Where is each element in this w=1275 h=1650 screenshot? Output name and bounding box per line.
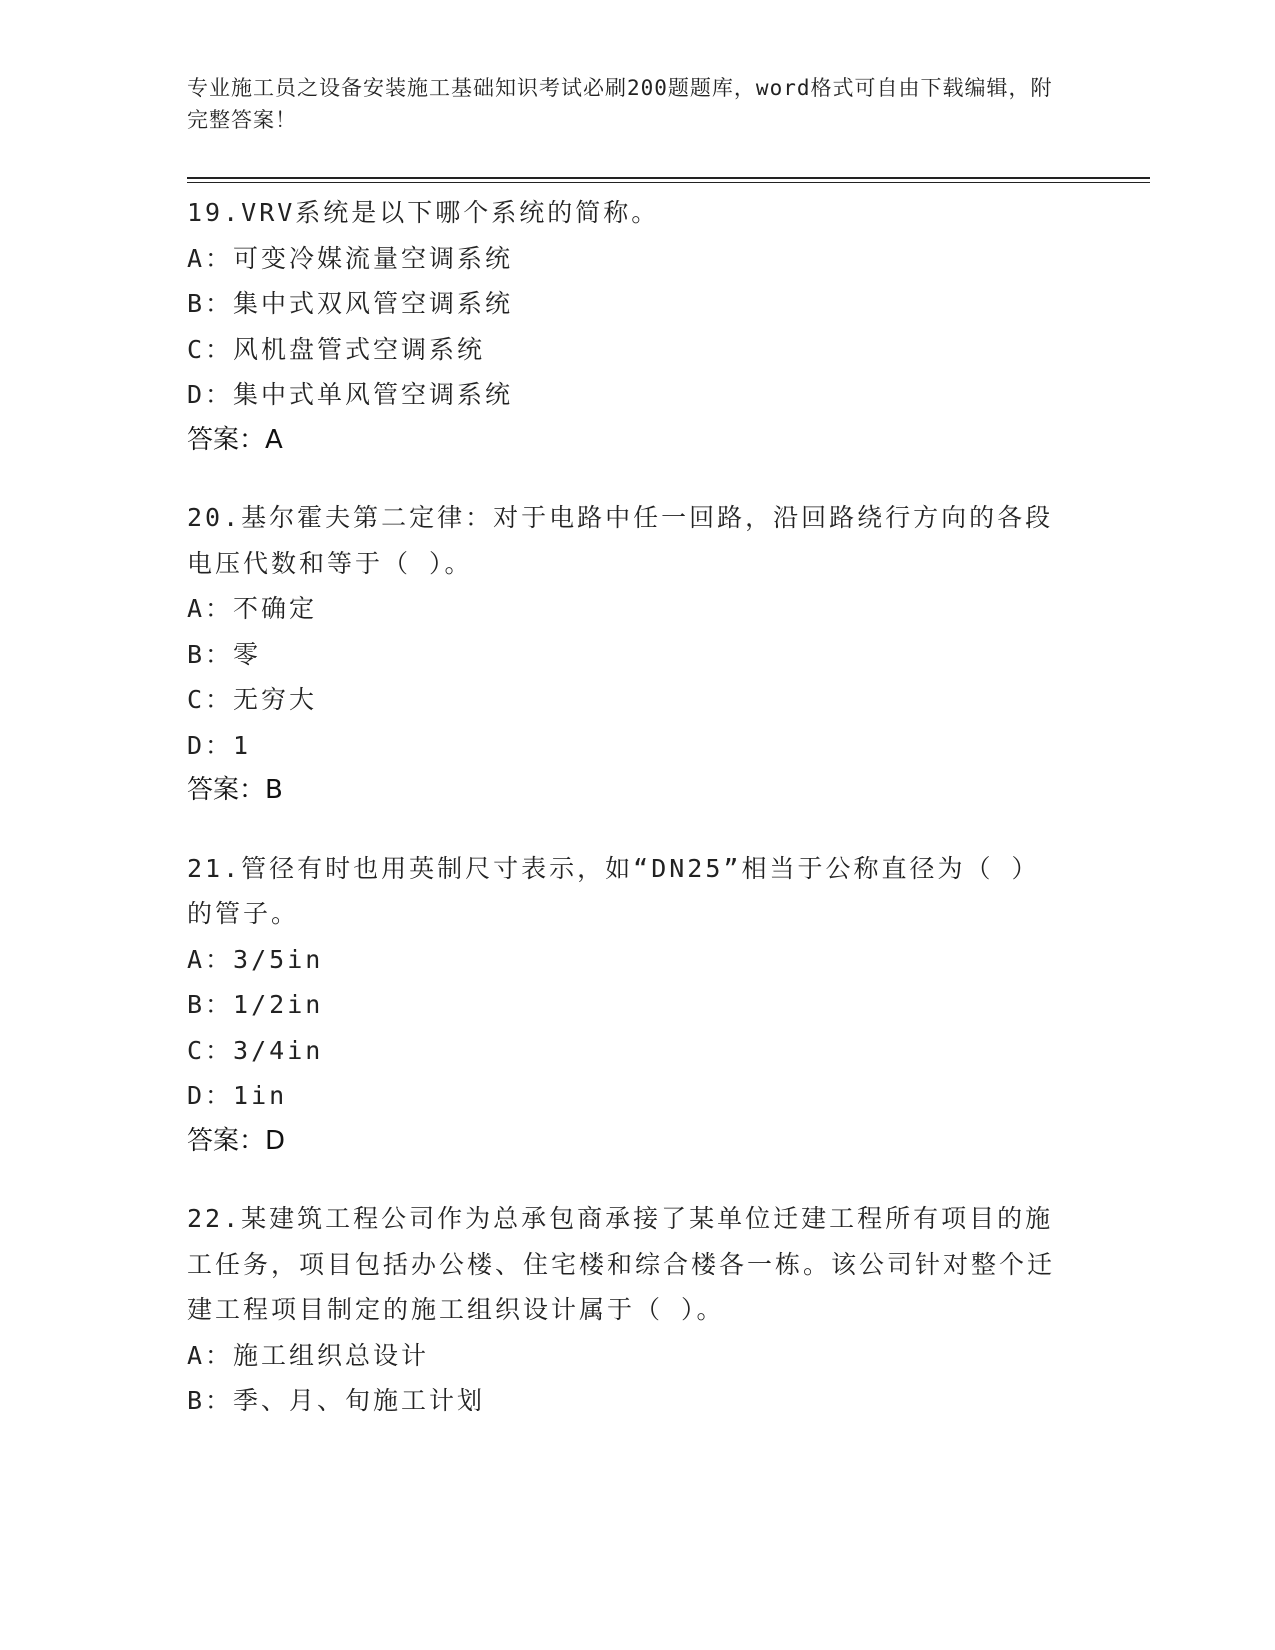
question-stem: 21.管径有时也用英制尺寸表示，如“DN25”相当于公称直径为（ ）的管子。 — [187, 853, 1040, 928]
answer-text: 答案：A — [187, 424, 283, 455]
header-rule-thick — [187, 177, 1150, 179]
question-22 — [187, 1196, 1087, 1424]
option-b: B：零 — [187, 639, 262, 669]
header-rule-thin — [187, 182, 1150, 183]
document-header: 专业施工员之设备安装施工基础知识考试必刷200题题库，word格式可自由下载编辑，附完整答案！ — [187, 76, 1053, 132]
question-21 — [187, 846, 1087, 1165]
option-c: C：3/4in — [187, 1035, 324, 1065]
answer-text: 答案：B — [187, 775, 283, 805]
option-a: A：不确定 — [187, 594, 318, 623]
option-c: C：风机盘管式空调系统 — [187, 334, 486, 364]
option-d: D：集中式单风管空调系统 — [187, 380, 514, 409]
option-d: D：1in — [187, 1081, 288, 1110]
option-a: A：3/5in — [187, 944, 324, 974]
option-d: D：1 — [187, 730, 252, 760]
option-b: B：季、月、旬施工计划 — [187, 1386, 486, 1415]
question-stem: 19.VRV系统是以下哪个系统的简称。 — [187, 198, 660, 227]
option-a: A：施工组织总设计 — [187, 1340, 430, 1370]
question-stem: 22.某建筑工程公司作为总承包商承接了某单位迁建工程所有项目的施工任务，项目包括办公楼、住宅楼和综合楼各一栋。该公司针对整个迁建工程项目制定的施工组织设计属于（ ）。 — [187, 1204, 1056, 1324]
option-b: B：1/2in — [187, 990, 324, 1019]
option-b: B：集中式双风管空调系统 — [187, 289, 514, 318]
question-list — [187, 190, 1087, 1456]
question-20 — [187, 495, 1087, 814]
question-stem: 20.基尔霍夫第二定律：对于电路中任一回路，沿回路绕行方向的各段电压代数和等于（ ）。 — [187, 503, 1054, 578]
option-a: A：可变冷媒流量空调系统 — [187, 243, 514, 273]
option-c: C：无穷大 — [187, 685, 318, 714]
question-19 — [187, 190, 1087, 463]
answer-text: 答案：D — [187, 1125, 286, 1156]
